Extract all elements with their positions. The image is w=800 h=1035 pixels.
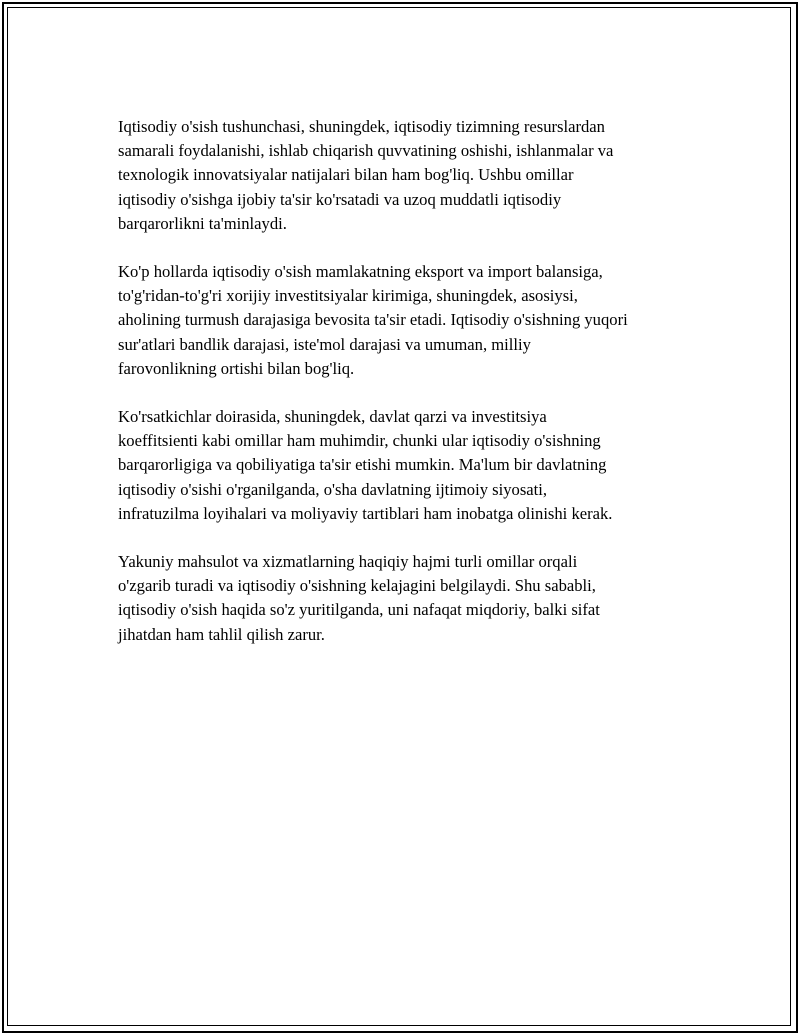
paragraph-3: Ko'rsatkichlar doirasida, shuningdek, davlat qarzi va investitsiya koeffitsienti kabi omillar ham muhimdir, chunki ular iqtisodiy o'sishning barqarorligiga va qobiliyatiga ta'sir etishi mumkin. Ma'lum bir davlatning iqtisodiy o'sishi o'rganilganda, o'sha davlatning ijtimoiy siyosati, infratuzilma loyihalari va moliyaviy tartiblari ham inobatga olinishi kerak. — [118, 407, 613, 523]
document-body — [118, 115, 693, 671]
paragraph-2: Ko'p hollarda iqtisodiy o'sish mamlakatning eksport va import balansiga, to'g'ridan-to'g'ri xorijiy investitsiyalar kirimiga, shuningdek, asosiysi, aholining turmush darajasiga bevosita ta'sir etadi. Iqtisodiy o'sishning yuqori sur'atlari bandlik darajasi, iste'mol darajasi va umuman, milliy farovonlikning ortishi bilan bog'liq. — [118, 262, 628, 378]
paragraph-1: Iqtisodiy o'sish tushunchasi, shuningdek, iqtisodiy tizimning resurslardan samarali foydalanishi, ishlab chiqarish quvvatining oshishi, ishlanmalar va texnologik innovatsiyalar natijalari bilan ham bog'liq. Ushbu omillar iqtisodiy o'sishga ijobiy ta'sir ko'rsatadi va uzoq muddatli iqtisodiy barqarorlikni ta'minlaydi. — [118, 117, 614, 233]
paragraph-4: Yakuniy mahsulot va xizmatlarning haqiqiy hajmi turli omillar orqali o'zgarib turadi va iqtisodiy o'sishning kelajagini belgilaydi. Shu sababli, iqtisodiy o'sish haqida so'z yuritilganda, uni nafaqat miqdoriy, balki sifat jihatdan ham tahlil qilish zarur. — [118, 552, 600, 644]
